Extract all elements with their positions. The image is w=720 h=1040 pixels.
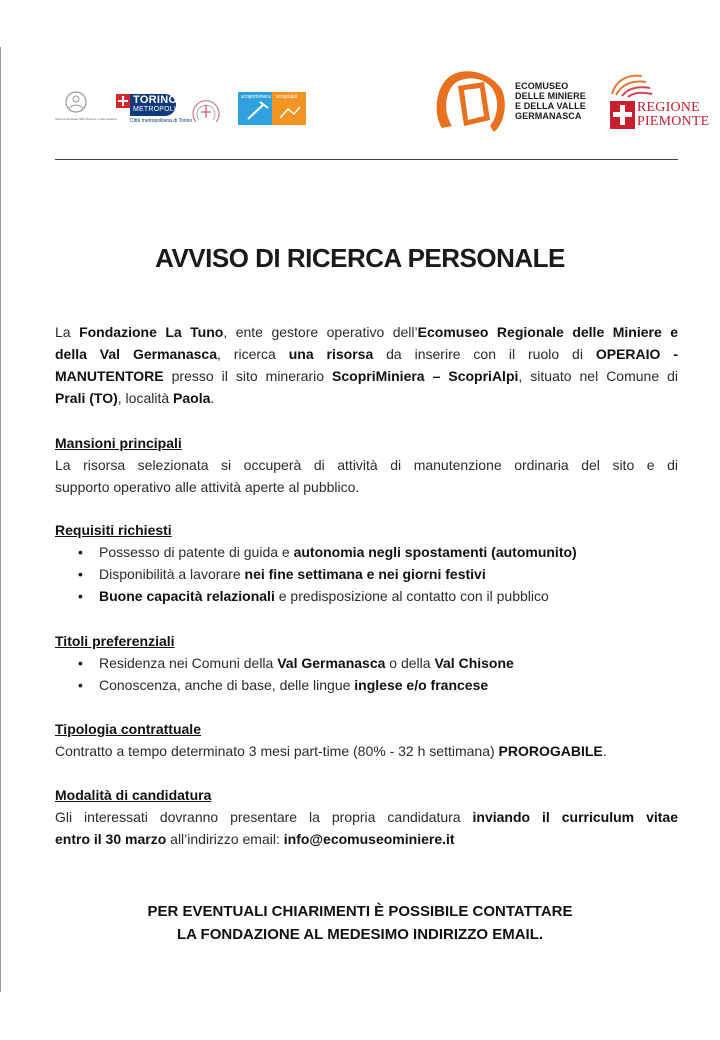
piemonte-cross-icon xyxy=(610,101,635,129)
regione-line-2: PIEMONTE xyxy=(637,114,710,129)
mansioni-line-2: supporto operativo alle attività aperte al pubblico. xyxy=(55,479,360,495)
titoli-heading: Titoli preferenziali xyxy=(55,633,175,649)
ecomuseo-line-2: DELLE MINIERE xyxy=(515,91,586,101)
ecomuseo-logo xyxy=(430,68,510,138)
regione-line-1: REGIONE xyxy=(637,100,700,115)
closing-note xyxy=(0,900,720,946)
ecomuseo-line-4: GERMANASCA xyxy=(515,111,582,121)
modalita-line-1: Gli interessati dovranno presentare la propria candidatura inviando il curriculum vitae xyxy=(55,809,678,825)
fondazione-name: Fondazione La Tuno xyxy=(79,324,224,340)
sistema-museale-logo xyxy=(55,90,117,132)
mansioni-section xyxy=(55,432,678,498)
ruolo-text-2: MANUTENTORE xyxy=(55,368,164,384)
scopriminiera-scoprialpi-logo xyxy=(238,92,306,125)
page-title: AVVISO DI RICERCA PERSONALE xyxy=(155,243,565,273)
torino-line2: METROPOLI xyxy=(133,106,177,113)
intro-line-1: La Fondazione La Tuno, ente gestore operativo dell’Ecomuseo Regionale delle Miniere e xyxy=(55,324,679,340)
intro-line-4: Prali (TO), località Paola. xyxy=(55,390,215,406)
ecomuseo-ref-2: della Val Germanasca xyxy=(55,346,218,362)
titoli-section xyxy=(55,630,678,696)
paola-text: Paola xyxy=(173,390,211,406)
ecomuseo-name xyxy=(515,81,586,121)
modalita-line-2: entro il 30 marzo all’indirizzo email: info@ecomuseominiere.it xyxy=(55,831,455,847)
tipologia-text: Contratto a tempo determinato 3 mesi part-time (80% - 32 h settimana) xyxy=(55,743,499,759)
regione-swirl-icon xyxy=(608,68,654,98)
requisiti-section xyxy=(55,519,678,607)
tipologia-section: Tipologia contrattuale Contratto a tempo determinato 3 mesi part-time (80% - 32 h settimana) PROROGABILE. xyxy=(55,718,678,762)
torino-line1: TORINO xyxy=(133,94,178,106)
ecomuseo-line-3: E DELLA VALLE xyxy=(515,101,586,111)
torino-metropoli-logo xyxy=(116,94,193,128)
intro-paragraph xyxy=(55,321,678,409)
list-item: • Possesso di patente di guida e autonomia negli spostamenti (automunito) xyxy=(55,541,678,563)
ecomuseo-ref-1: Ecomuseo Regionale delle Miniere e xyxy=(417,324,679,340)
ruolo-text-1: OPERAIO - xyxy=(595,346,678,362)
page-edge-line xyxy=(0,47,1,992)
prorogabile-text: PROROGABILE xyxy=(498,743,603,759)
titoli-list xyxy=(55,652,678,696)
risorsa-text: una risorsa xyxy=(288,346,374,362)
list-item: • Residenza nei Comuni della Val Germanasca o della Val Chisone xyxy=(55,652,678,674)
tipologia-heading: Tipologia contrattuale xyxy=(55,721,201,737)
intro-line-3: MANUTENTORE presso il sito minerario ScopriMiniera – ScopriAlpi, situato nel Comune di xyxy=(55,368,679,384)
modalita-section xyxy=(55,784,678,850)
intro-line-2: della Val Germanasca, ricerca una risorsa da inserire con il ruolo di OPERAIO - xyxy=(55,346,678,362)
contact-email[interactable]: info@ecomuseominiere.it xyxy=(283,831,455,847)
partner-circle-logo xyxy=(186,96,226,128)
sistema-museale-caption: Sistema Museale Valli Chisone e Germanasca xyxy=(55,117,117,121)
prali-text: Prali (TO) xyxy=(55,390,118,406)
scoprialpi-label: scoprialpi xyxy=(276,94,298,100)
ecomuseo-line-1: ECOMUSEO xyxy=(515,81,569,91)
torino-cross-icon xyxy=(116,94,130,108)
sito-name: ScopriMiniera – ScopriAlpi xyxy=(332,368,519,384)
list-item: • Conoscenza, anche di base, delle lingue inglese e/o francese xyxy=(55,674,678,696)
regione-piemonte-name xyxy=(637,101,709,129)
requisiti-heading: Requisiti richiesti xyxy=(55,522,172,538)
requisiti-list xyxy=(55,541,678,607)
mansioni-line-1: La risorsa selezionata si occuperà di attività di manutenzione ordinaria del sito e di xyxy=(55,457,678,473)
closing-line-2: LA FONDAZIONE AL MEDESIMO INDIRIZZO EMAIL. xyxy=(176,926,544,943)
closing-line-1: PER EVENTUALI CHIARIMENTI È POSSIBILE CONTATTARE xyxy=(147,903,573,920)
scopriminiera-label: scopriminiera xyxy=(241,94,271,100)
list-item: • Disponibilità a lavorare nei fine settimana e nei giorni festivi xyxy=(55,563,678,585)
modalita-heading: Modalità di candidatura xyxy=(55,787,212,803)
list-item: • Buone capacità relazionali e predisposizione al contatto con il pubblico xyxy=(55,585,678,607)
torino-line3: Città metropolitana di Torino xyxy=(130,118,193,124)
header-divider xyxy=(55,159,678,160)
mansioni-heading: Mansioni principali xyxy=(55,435,182,451)
